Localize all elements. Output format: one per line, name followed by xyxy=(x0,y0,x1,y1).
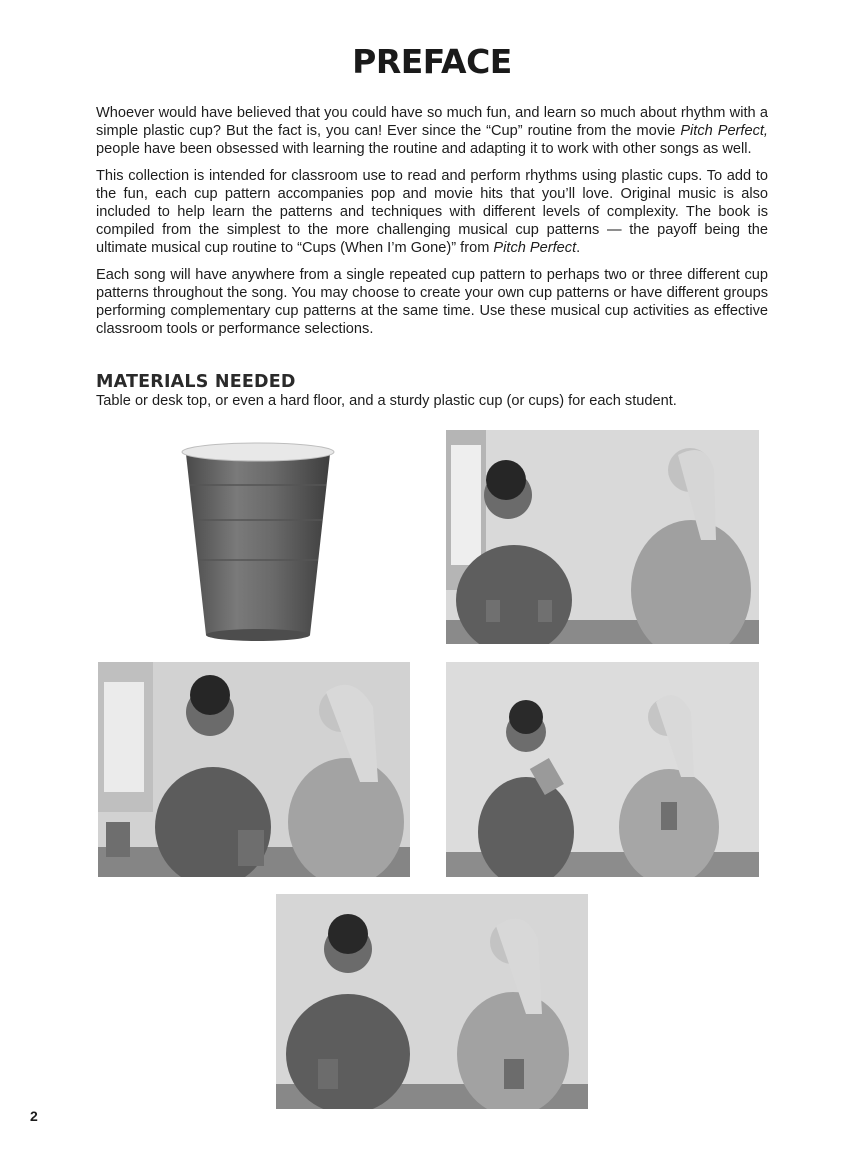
page-title: PREFACE xyxy=(352,42,512,81)
cup-photo xyxy=(178,440,338,645)
students-photo-1 xyxy=(446,430,759,644)
students-photo-2 xyxy=(98,662,410,877)
materials-heading: MATERIALS NEEDED xyxy=(96,372,296,392)
preface-paragraph-2: This collection is intended for classroom use to read and perform rhythms using plastic cups. To add to the fun, each cup pattern accompanies pop and movie hits that you’ll love. Original music is also included to help learn the patterns and techniques with different levels of complexity. The book is compiled from the simplest to the more challenging musical cup patterns — the payoff being the ultimate musical cup routine to “Cups (When I’m Gone)” from Pitch Perfect. xyxy=(96,168,768,256)
preface-paragraph-3: Each song will have anywhere from a single repeated cup pattern to perhaps two or three different cup patterns throughout the song. You may choose to create your own cup patterns or have different groups performing complementary cup patterns at the same time. Use these musical cup activities as effective classroom tools or performance selections. xyxy=(96,267,768,337)
preface-paragraph-1: Whoever would have believed that you could have so much fun, and learn so much about rhythm with a simple plastic cup? But the fact is, you can! Ever since the “Cup” routine from the movie Pitch Perfect, people have been obsessed with learning the routine and adapting it to work with other songs as well. xyxy=(96,105,768,157)
materials-text: Table or desk top, or even a hard floor, and a sturdy plastic cup (or cups) for each student. xyxy=(96,393,677,409)
students-photo-3 xyxy=(446,662,759,877)
students-photo-4 xyxy=(276,894,588,1109)
page-number: 2 xyxy=(30,1108,38,1124)
